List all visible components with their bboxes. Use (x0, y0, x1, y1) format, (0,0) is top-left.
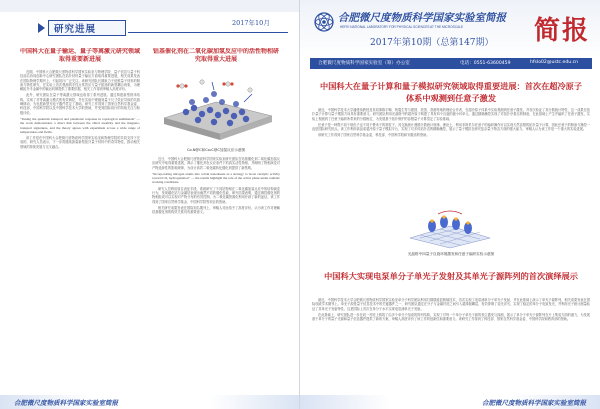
col2-figure-caption: Co.N@C和Co₂C@C加氢反应示意图 (186, 148, 246, 152)
left-footer: 合肥微尺度物质科学国家实验室简报 (14, 399, 118, 407)
section-rule (128, 32, 288, 33)
brand-title: 简报 (534, 16, 591, 46)
article1-figure-caption: 光晶格中四量子自旋环境激发和任意子编织实验示意图 (407, 252, 495, 256)
contact-phone: 电话：0551-63600459 (460, 61, 511, 66)
optical-lattice-figure (402, 206, 498, 250)
logo-name: 合肥微尺度物质科学国家实验室简报 (338, 12, 506, 24)
col2-title: 钴基催化剂在二氧化碳加氢反应中的活性物相研究取得重大进展 (152, 48, 279, 63)
header-decoration (0, 0, 300, 12)
contact-org: 合肥微尺度物质科学国家实验室（筹）办公室 (318, 61, 410, 66)
section-header (20, 20, 290, 36)
logo-english: HEFEI NATIONAL LABORATORY FOR PHYSICAL SCIENCES AT THE MICROSCALE (340, 25, 464, 29)
col2-body: 近日，中国科大合肥微尺度物质科学国家实验室研究团队在钴基催化剂二氧化碳加氢反应研究中取得重要进展，揭示了催化剂在反应条件下的真实活性物相，并阐明了物相演变对产物选择性的影响规律，为设计高效二氧化碳转化催化剂提供了新思路。 "Incorporating nitrogen atoms into cobalt nanosheets as a strategy to boost catalytic activity toward CO₂ hydrogenation" — the results highlight the role of the active phase under realistic working conditions. 研究人员利用原位表征手段，系统研究了不同钴物相在二氧化碳加氢反应中的结构演变行为，发现碳化钴与金属钴表现出截然不同的催化性能，研究结果表明，通过调控催化剂的物相组成可以实现对产物分布的有效控制，为二氧化碳资源化利用开辟了新的途径。该工作得到了国家自然科学基金、中国科学院等项目的资助。 相关研究成果发表在国际知名期刊上，审稿人对此给予了高度评价，认为该工作对理解钴基催化剂的构效关系具有重要意义。 (152, 157, 280, 215)
lab-logo-icon (314, 12, 334, 32)
article1-title: 中国科大在量子计算和量子模拟研究领域取得重要进展：首次在超冷原子体系中观测到任意子激发 (320, 81, 583, 103)
col1 (20, 48, 140, 392)
section-chevron-icon (38, 23, 45, 33)
section-title: 研究进展 (54, 24, 97, 35)
article1-body: 最近，中国科学技术大学潘建伟教授及其同事陈宇翱、苑震生等与德国、美国、香港等地的理论合作者，在超冷原子体系中实验观测到任意子激发，并首次验证了其分数统计特性，这一成果在拓扑量子计算与量子模拟方向具有重要意义。研究团队利用光晶格中的超冷原子构建了具有四个自旋的最小环单元，通过精确操控实现了对拓扑序基态的制备，在此基础上产生并编织了任意子激发，实验上观测到了任意子编织所带来的分数相位，为发展基于拓扑保护的容错量子计算奠定了实验基础。 任意子是一种既不同于玻色子也不同于费米子的准粒子，其交换统计遵循分数统计规律。理论上，利用非阿贝尔任意子的编织操作可以实现天然容错的拓扑量子计算，因此任意子的制备与操控一直是国际研究热点。该工作利用高品质超冷原子量子模拟平台，实现了对多体拓扑态的精确操控，展示了量子模拟在研究复杂量子物态方面的强大能力，审稿人认为该工作是一个重大的实验进展。 该研究工作得到了国家自然科学基金委、科技部、中国科学院和安徽省的资助。 (312, 108, 590, 138)
article2-body: 最近，中国科学技术大学合肥微尺度物质科学国家实验室单分子科学团队利用扫描隧道显微镜技术，首次实现了电泵浦单分子单光子发射，并在此基础上演示了单光子源阵列，相关成果发表在国际权威学术期刊上。单光子源是量子信息技术中的关键器件之一，研究团队通过在分子与金属衬底之间引入超薄脱耦层，有效抑制了荧光淬灭，实现了稳定的单分子电致发光，并利用光子统计测量验证了其单光子发射特性，这是国际上首次在单分子水平实现电泵浦单光子发射。 在此基础上，研究团队进一步在同一衬底上构筑了由多个单分子组成的阵列结构，实现了对每一个单分子单光子源的独立激发与探测，展示了单分子单光子源阵列在片上集成方面的潜力，为发展基于单分子的量子光源和量子信息器件提供了新的方案，审稿人高度评价了该工作的创新性和重要意义。该研究工作得到了科技部、国家自然科学基金委、中国科学院和教育部的资助。 (312, 298, 590, 322)
article2-title: 中国科大实现电泵单分子单光子发射及其单光子源阵列的首次演绎展示 (324, 271, 578, 281)
col1-body: 近期，中国科大合肥微尺度物质科学国家实验室与物理学院、量子信息与量子科技前沿协同创新中心研究团队在拓扑材料量子输运方面取得重要进展，相关成果发表在国际物理学期刊上，引起同行广泛关注。该研究团队长期致力于低维量子材料的制备与物性研究，在实验上首次观测到手性反常效应与量子振荡的新型耦合现象，为理解拓扑半金属中的输运机制提供了重要依据，相关工作得到审稿人高度评价。 此外，研究团队在量子等离激元领域也取得了系列进展。通过构建新型纳米结构，实现了对等离激元模式的有效调控，并在实验中观测到量子尺寸效应导致的共振峰移动，为发展新型光电子器件奠定了基础。研究工作得到了国家自然科学基金委、科技部、中国科学院以及中国科学技术大学的资助，并受到国际同行的持续关注与积极评价。 "Tuning the quantum transport and plasmonic response in topological semimetals" — the work demonstrates a direct link between the chiral anomaly and the magneto-transport signatures, and the theory agrees with experiment across a wide range of temperatures and fields. 该工作是在中国科大合肥微尺度物质科学国家实验室和物理学院的共同支持下完成的，研究人员表示，下一步将继续探索新型拓扑量子材料中的奇异物性，推动相关领域的持续发展与交叉融合。 (20, 70, 140, 149)
right-footer: 合肥微尺度物质科学国家实验室简报 (482, 399, 586, 407)
col2 (152, 48, 280, 392)
contact-bar (310, 58, 592, 69)
contact-email[interactable]: hfslo02@ustc.edu.cn (530, 60, 579, 65)
catalyst-figure (152, 68, 280, 146)
issue-date: 2017年10月 (232, 19, 270, 27)
issue-line: 2017年第10期（总第147期） (370, 38, 494, 48)
right-page (300, 0, 600, 409)
col1-title: 中国科大在量子输运、量子等离激元研究领域取得重要新进展 (20, 48, 140, 63)
